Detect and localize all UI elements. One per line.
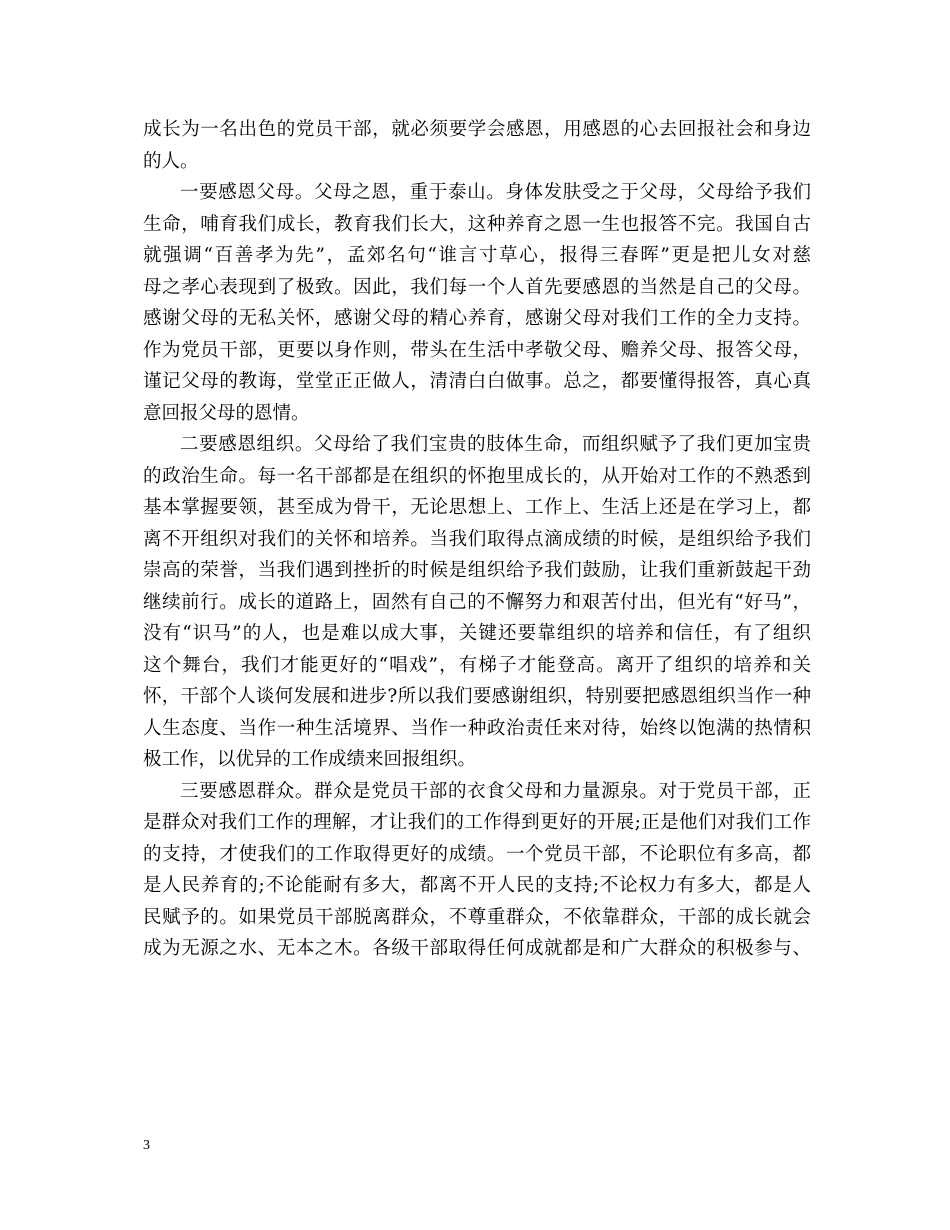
text-line: 没有“识马”的人，也是难以成大事，关键还要靠组织的培养和信任，有了组织 — [143, 623, 811, 644]
text-line: 的人。 — [143, 150, 199, 172]
text-line: 是群众对我们工作的理解，才让我们的工作得到更好的开展;正是他们对我们工作 — [143, 812, 811, 833]
text-line: 母之孝心表现到了极致。因此，我们每一个人首先要感恩的当然是自己的父母。 — [143, 276, 811, 298]
text-line: 怀，干部个人谈何发展和进步?所以我们要感谢组织，特别要把感恩组织当作一种 — [143, 686, 811, 707]
text-line: 这个舞台，我们才能更好的“唱戏”，有梯子才能登高。离开了组织的培养和关 — [143, 654, 811, 676]
text-line: 离不开组织对我们的关怀和培养。当我们取得点滴成绩的时候，是组织给予我们 — [143, 528, 811, 550]
text-line: 民赋予的。如果党员干部脱离群众，不尊重群众，不依靠群众，干部的成长就会 — [143, 906, 811, 928]
text-line: 人生态度、当作一种生活境界、当作一种政治责任来对待，始终以饱满的热情积 — [143, 717, 811, 739]
text-line-indented: 三要感恩群众。群众是党员干部的衣食父母和力量源泉。对于党员干部，正 — [180, 780, 811, 802]
text-line: 的政治生命。每一名干部都是在组织的怀抱里成长的，从开始对工作的不熟悉到 — [143, 465, 811, 487]
body-text — [143, 114, 811, 965]
text-line: 就强调“百善孝为先”，孟郊名句“谁言寸草心，报得三春晖”更是把儿女对慈 — [143, 245, 811, 266]
text-line: 继续前行。成长的道路上，固然有自己的不懈努力和艰苦付出，但光有“好马”， — [143, 591, 811, 613]
text-line-indented: 二要感恩组织。父母给了我们宝贵的肢体生命，而组织赋予了我们更加宝贵 — [180, 434, 811, 455]
text-line: 生命，哺育我们成长，教育我们长大，这种养育之恩一生也报答不完。我国自古 — [143, 213, 811, 235]
text-line-indented: 一要感恩父母。父母之恩，重于泰山。身体发肤受之于父母，父母给予我们 — [180, 182, 811, 203]
text-line: 的支持，才使我们的工作取得更好的成绩。一个党员干部，不论职位有多高，都 — [143, 843, 811, 865]
text-line: 谨记父母的教诲，堂堂正正做人，清清白白做事。总之，都要懂得报答，真心真 — [143, 371, 811, 392]
text-line: 崇高的荣誉，当我们遇到挫折的时候是组织给予我们鼓励，让我们重新鼓起干劲 — [143, 560, 811, 581]
text-line: 是人民养育的;不论能耐有多大，都离不开人民的支持;不论权力有多大，都是人 — [143, 875, 811, 896]
text-line: 意回报父母的恩情。 — [143, 402, 310, 424]
text-line: 成为无源之水、无本之木。各级干部取得任何成就都是和广大群众的积极参与、 — [143, 938, 811, 959]
text-line: 极工作，以优异的工作成绩来回报组织。 — [143, 749, 477, 770]
page-number: 3 — [143, 1138, 150, 1153]
text-line: 作为党员干部，更要以身作则，带头在生活中孝敬父母、赡养父母、报答父母， — [143, 339, 811, 361]
text-line: 成长为一名出色的党员干部，就必须要学会感恩，用感恩的心去回报社会和身边 — [143, 119, 811, 140]
text-line: 基本掌握要领，甚至成为骨干，无论思想上、工作上、生活上还是在学习上，都 — [143, 497, 811, 518]
text-line: 感谢父母的无私关怀，感谢父母的精心养育，感谢父母对我们工作的全力支持。 — [143, 308, 811, 329]
